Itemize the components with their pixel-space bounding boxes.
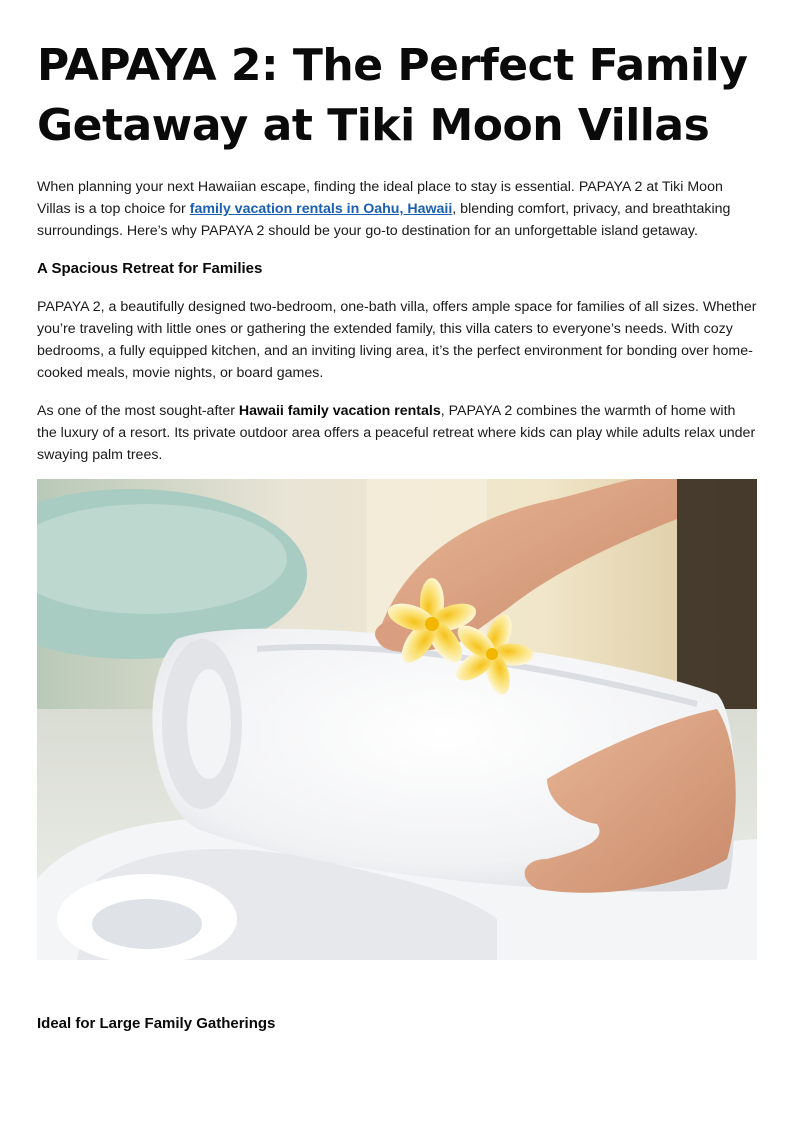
section-heading-spacious-retreat: A Spacious Retreat for Families bbox=[37, 260, 263, 277]
sought-text-after-bold: , PAPAYA 2 combines the warmth of home with the luxury of a resort. Its private outdoor area offers a peaceful retreat where kids can play while adults relax under swaying palm trees. bbox=[37, 403, 756, 463]
sought-text-before-bold: As one of the most sought-after bbox=[37, 403, 239, 419]
towels-plumeria-photo bbox=[37, 479, 757, 960]
intro-text-before-link: When planning your next Hawaiian escape, finding the ideal place to stay is essential. PAPAYA 2 at Tiki Moon Villas is a top choice for bbox=[37, 179, 723, 217]
sought-after-paragraph bbox=[37, 400, 757, 466]
article bbox=[37, 0, 757, 466]
hawaii-family-rentals-bold: Hawaii family vacation rentals bbox=[238, 403, 441, 419]
spacious-retreat-paragraph: PAPAYA 2, a beautifully designed two-bedroom, one-bath villa, offers ample space for families of all sizes. Whether you’re traveling with little ones or gathering the extended family, this villa caters to everyone’s needs. With cozy bedrooms, a fully equipped kitchen, and an inviting living area, it’s the perfect environment for bonding over home-cooked meals, movie nights, or board games. bbox=[37, 299, 757, 381]
page-title: PAPAYA 2: The Perfect Family Getaway at Tiki Moon Villas bbox=[37, 40, 748, 151]
intro-paragraph bbox=[37, 176, 757, 242]
family-vacation-rentals-link[interactable]: family vacation rentals in Oahu, Hawaii bbox=[189, 201, 453, 217]
section-heading-large-gatherings: Ideal for Large Family Gatherings bbox=[37, 1015, 276, 1032]
intro-text-after-link: , blending comfort, privacy, and breathtaking surroundings. Here’s why PAPAYA 2 should be your go-to destination for an unforgettable island getaway. bbox=[37, 201, 731, 239]
